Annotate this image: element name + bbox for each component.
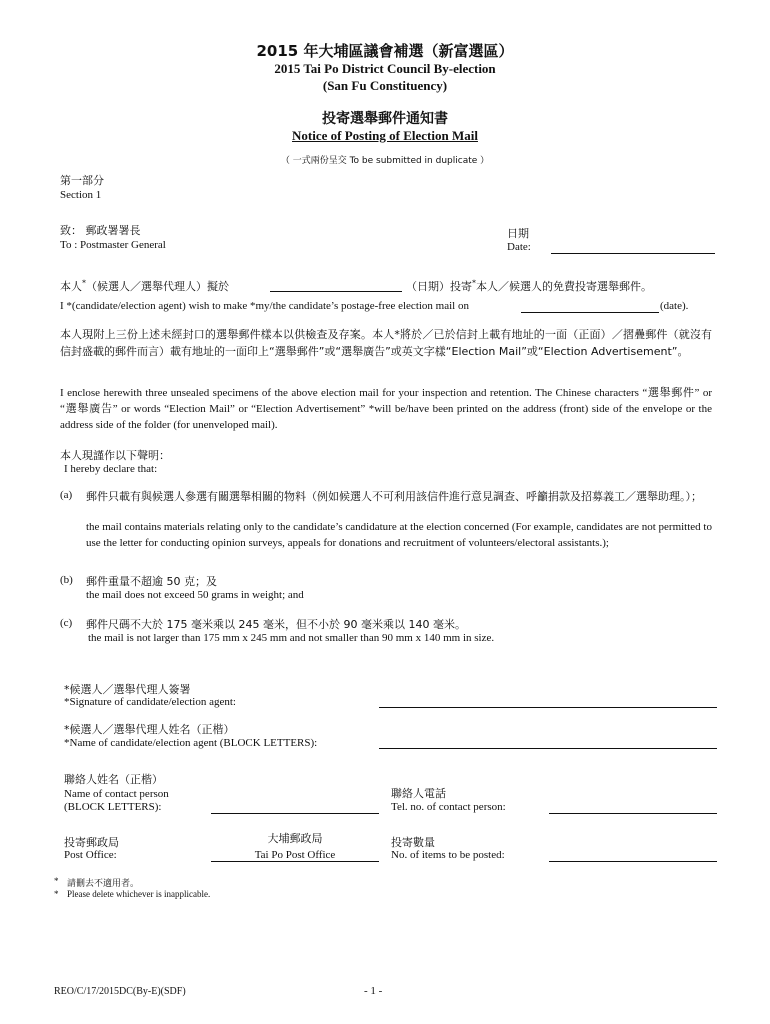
enclose-chinese: 本人現附上三份上述未經封口的選舉郵件樣本以供檢查及存案。本人*將於／已於信封上載有地址的一面（正面）／摺疊郵件（就沒有信封盛載的郵件而言）載有地址的一面印上“選舉郵件”或“選舉廣告”或英文字樣“Election Mail”或“Election Advertisement”。 — [60, 328, 712, 358]
item-a-chinese: 郵件只載有與候選人參選有關選舉相關的物料（例如候選人不可利用該信件進行意見調查、呼籲捐款及招募義工／選舉助理。）； — [86, 490, 702, 503]
duplicate-note: （ 一式兩份呈交 To be submitted in duplicate ） — [280, 156, 490, 166]
item-b-chinese: 郵件重量不超逾 50 克；及 — [86, 575, 217, 588]
item-c-label: (c) — [60, 617, 73, 629]
enclose-english: I enclose herewith three unsealed specimens of the above election mail for your inspection and retention. The Chinese characters “選舉郵件” or “選舉廣告” or words “Election Mail” or “Election Advertisement” *will be/have been printed on the address (front) side of the envelope or the address side of the folder (for unenveloped mail). — [60, 387, 712, 431]
items-count-label-chinese: 投寄數量 — [391, 836, 435, 849]
post-office-field[interactable] — [211, 861, 379, 862]
item-b-label: (b) — [60, 574, 73, 586]
to-chinese: 致： 郵政署署長 — [60, 224, 141, 237]
date-field[interactable] — [551, 253, 715, 254]
contact-name-field[interactable] — [211, 813, 379, 814]
title-english: 2015 Tai Po District Council By-election — [274, 61, 496, 76]
date-label-english: Date: — [507, 241, 531, 253]
intent-cn-mid: （候選人／選舉代理人）擬於 — [86, 280, 229, 293]
intent-english-date: (date). — [660, 300, 689, 312]
intent-chinese-suffix — [406, 278, 652, 294]
contact-name-label-english-2: (BLOCK LETTERS): — [64, 801, 162, 813]
intent-date-field-chinese[interactable] — [270, 291, 402, 292]
intent-chinese — [60, 278, 229, 294]
signature-field[interactable] — [379, 707, 717, 708]
asterisk: * — [82, 278, 86, 288]
footnote-star-2: * — [54, 889, 59, 899]
form-reference: REO/C/17/2015DC(By-E)(SDF) — [54, 986, 186, 997]
item-c-english: the mail is not larger than 175 mm x 245 mm and not smaller than 90 mm x 140 mm in size. — [88, 632, 495, 644]
post-office-value-chinese: 大埔郵政局 — [267, 832, 323, 845]
signature-label-chinese: *候選人／選舉代理人簽署 — [64, 683, 191, 696]
intent-cn-prefix: 本人 — [60, 280, 82, 293]
contact-tel-label-english: Tel. no. of contact person: — [391, 801, 506, 813]
constituency-english: (San Fu Constituency) — [322, 78, 448, 93]
asterisk: * — [472, 278, 476, 288]
to-english: To : Postmaster General — [60, 239, 166, 251]
contact-name-label-chinese: 聯絡人姓名（正楷） — [64, 773, 163, 786]
section-label-english: Section 1 — [60, 189, 102, 201]
name-field[interactable] — [379, 748, 717, 749]
page-number: - 1 - — [364, 985, 383, 997]
item-a-label: (a) — [60, 489, 73, 501]
name-label-chinese: *候選人／選舉代理人姓名（正楷） — [64, 723, 235, 736]
post-office-label-chinese: 投寄郵政局 — [64, 836, 119, 849]
notice-title-chinese: 投寄選舉郵件通知書 — [322, 111, 448, 127]
intent-english: I *(candidate/election agent) wish to make *my/the candidate’s postage-free election mail on — [60, 300, 469, 312]
items-count-field[interactable] — [549, 861, 717, 862]
post-office-label-english: Post Office: — [64, 849, 117, 861]
contact-name-label-english: Name of contact person — [64, 788, 169, 800]
signature-label-english: *Signature of candidate/election agent: — [64, 696, 236, 708]
footnote-english: Please delete whichever is inapplicable. — [67, 889, 211, 899]
title-chinese: 2015 年大埔區議會補選（新富選區） — [256, 42, 514, 60]
items-count-label-english: No. of items to be posted: — [391, 849, 505, 861]
item-b-english: the mail does not exceed 50 grams in weight; and — [86, 589, 304, 601]
post-office-value-english: Tai Po Post Office — [254, 849, 336, 861]
intent-cn-tail: 本人／候選人的免費投寄選舉郵件。 — [476, 280, 652, 293]
footnote-star: * — [54, 876, 59, 886]
declare-chinese: 本人現謹作以下聲明： — [60, 449, 170, 462]
section-label-chinese: 第一部分 — [60, 174, 104, 187]
intent-cn-suffix: （日期）投寄 — [406, 280, 472, 293]
item-c-chinese: 郵件尺碼不大於 175 毫米乘以 245 毫米，但不小於 90 毫米乘以 140 毫米。 — [86, 618, 466, 631]
intent-date-field-english[interactable] — [521, 312, 659, 313]
footnote-chinese: 請刪去不適用者。 — [67, 879, 140, 889]
declare-english: I hereby declare that: — [64, 463, 158, 475]
notice-title-english: Notice of Posting of Election Mail — [292, 128, 478, 143]
date-label-chinese: 日期 — [507, 227, 529, 240]
contact-tel-label-chinese: 聯絡人電話 — [391, 787, 446, 800]
name-label-english: *Name of candidate/election agent (BLOCK LETTERS): — [64, 737, 318, 749]
contact-tel-field[interactable] — [549, 813, 717, 814]
item-a-english: the mail contains materials relating only to the candidate’s candidature at the election concerned (For example, candidates are not permitted to use the letter for conducting opinion surveys, appeals for donations and recruitment of volunteers/electoral assistants.); — [86, 521, 712, 549]
